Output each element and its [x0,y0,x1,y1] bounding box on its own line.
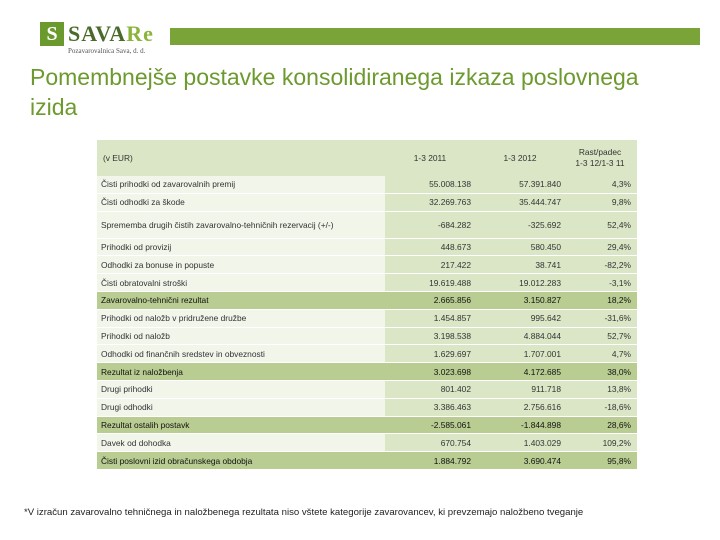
row-label: Drugi prihodki [97,380,385,398]
value-2012: 57.391.840 [475,176,565,193]
value-2011: 670.754 [385,434,475,452]
table-row [97,309,637,327]
growth-percent: -18,6% [565,398,637,416]
row-label: Čisti poslovni izid obračunskega obdobja [97,452,385,470]
value-2012: 911.718 [475,380,565,398]
header-label: (v EUR) [97,140,385,176]
row-label: Prihodki od naložb [97,327,385,345]
growth-percent: 9,8% [565,193,637,211]
row-label: Odhodki za bonuse in popuste [97,256,385,274]
header-col-2011: 1-3 2011 [385,140,475,176]
value-2011: 32.269.763 [385,193,475,211]
header-bar [170,28,700,45]
row-label: Čisti odhodki za škode [97,193,385,211]
logo-text [68,22,154,55]
value-2011: 1.884.792 [385,452,475,470]
growth-percent: 38,0% [565,363,637,381]
footnote: *V izračun zavarovalno tehničnega in naložbenega rezultata niso vštete kategorije zavarovancev, ki prevzemajo naložbeno tveganje [24,507,584,518]
value-2011: -2.585.061 [385,416,475,434]
row-label: Rezultat iz naložbenja [97,363,385,381]
value-2012: 2.756.616 [475,398,565,416]
value-2011: 2.665.856 [385,291,475,309]
growth-percent: -3,1% [565,274,637,292]
table-row [97,238,637,256]
logo-name-main: SAVA [68,21,127,46]
value-2011: 1.454.857 [385,309,475,327]
header-col-growth [565,140,637,176]
table-row [97,256,637,274]
growth-percent: 4,7% [565,345,637,363]
value-2012: -1.844.898 [475,416,565,434]
value-2011: 55.008.138 [385,176,475,193]
value-2012: 3.690.474 [475,452,565,470]
growth-percent: 13,8% [565,380,637,398]
value-2011: -684.282 [385,211,475,238]
value-2012: 35.444.747 [475,193,565,211]
row-label: Odhodki od finančnih sredstev in obveznosti [97,345,385,363]
growth-percent: 18,2% [565,291,637,309]
value-2012: 995.642 [475,309,565,327]
row-label: Prihodki od naložb v pridružene družbe [97,309,385,327]
value-2012: 19.012.283 [475,274,565,292]
header-growth-line1: Rast/padec [578,147,622,157]
table-row [97,452,637,470]
growth-percent: 95,8% [565,452,637,470]
value-2011: 19.619.488 [385,274,475,292]
value-2012: 38.741 [475,256,565,274]
table-row [97,345,637,363]
income-statement-table [97,140,637,470]
table-row [97,434,637,452]
value-2012: 3.150.827 [475,291,565,309]
value-2012: 4.172.685 [475,363,565,381]
value-2011: 3.386.463 [385,398,475,416]
table-row [97,398,637,416]
row-label: Rezultat ostalih postavk [97,416,385,434]
table-row [97,211,637,238]
value-2011: 3.023.698 [385,363,475,381]
growth-percent: 28,6% [565,416,637,434]
value-2011: 1.629.697 [385,345,475,363]
value-2011: 217.422 [385,256,475,274]
header-col-2012: 1-3 2012 [475,140,565,176]
value-2011: 801.402 [385,380,475,398]
logo-subtitle: Pozavarovalnica Sava, d. d. [68,47,146,55]
growth-percent: 4,3% [565,176,637,193]
row-label: Prihodki od provizij [97,238,385,256]
value-2012: -325.692 [475,211,565,238]
growth-percent: 29,4% [565,238,637,256]
row-label: Drugi odhodki [97,398,385,416]
growth-percent: -82,2% [565,256,637,274]
row-label: Zavarovalno-tehnični rezultat [97,291,385,309]
row-label: Čisti prihodki od zavarovalnih premij [97,176,385,193]
table-row [97,176,637,193]
growth-percent: 109,2% [565,434,637,452]
table-row [97,327,637,345]
value-2012: 4.884.044 [475,327,565,345]
row-label: Čisti obratovalni stroški [97,274,385,292]
value-2011: 3.198.538 [385,327,475,345]
header-growth-line2: 1-3 12/1-3 11 [575,158,625,168]
page-title: Pomembnejše postavke konsolidiranega izkaza poslovnega izida [30,64,639,120]
value-2012: 1.403.029 [475,434,565,452]
row-label: Davek od dohodka [97,434,385,452]
table-header-row [97,140,637,176]
table-row [97,380,637,398]
growth-percent: 52,4% [565,211,637,238]
page-number: 7 [701,29,708,44]
row-label: Sprememba drugih čistih zavarovalno-tehničnih rezervacij (+/-) [97,211,385,238]
growth-percent: 52,7% [565,327,637,345]
value-2011: 448.673 [385,238,475,256]
growth-percent: -31,6% [565,309,637,327]
table-row [97,193,637,211]
table-row [97,416,637,434]
logo-name [68,22,154,46]
table-row [97,363,637,381]
table-row [97,291,637,309]
company-logo [40,22,154,56]
logo-name-accent: Re [126,21,154,46]
table-row [97,274,637,292]
logo-mark: S [40,22,64,46]
value-2012: 580.450 [475,238,565,256]
value-2012: 1.707.001 [475,345,565,363]
